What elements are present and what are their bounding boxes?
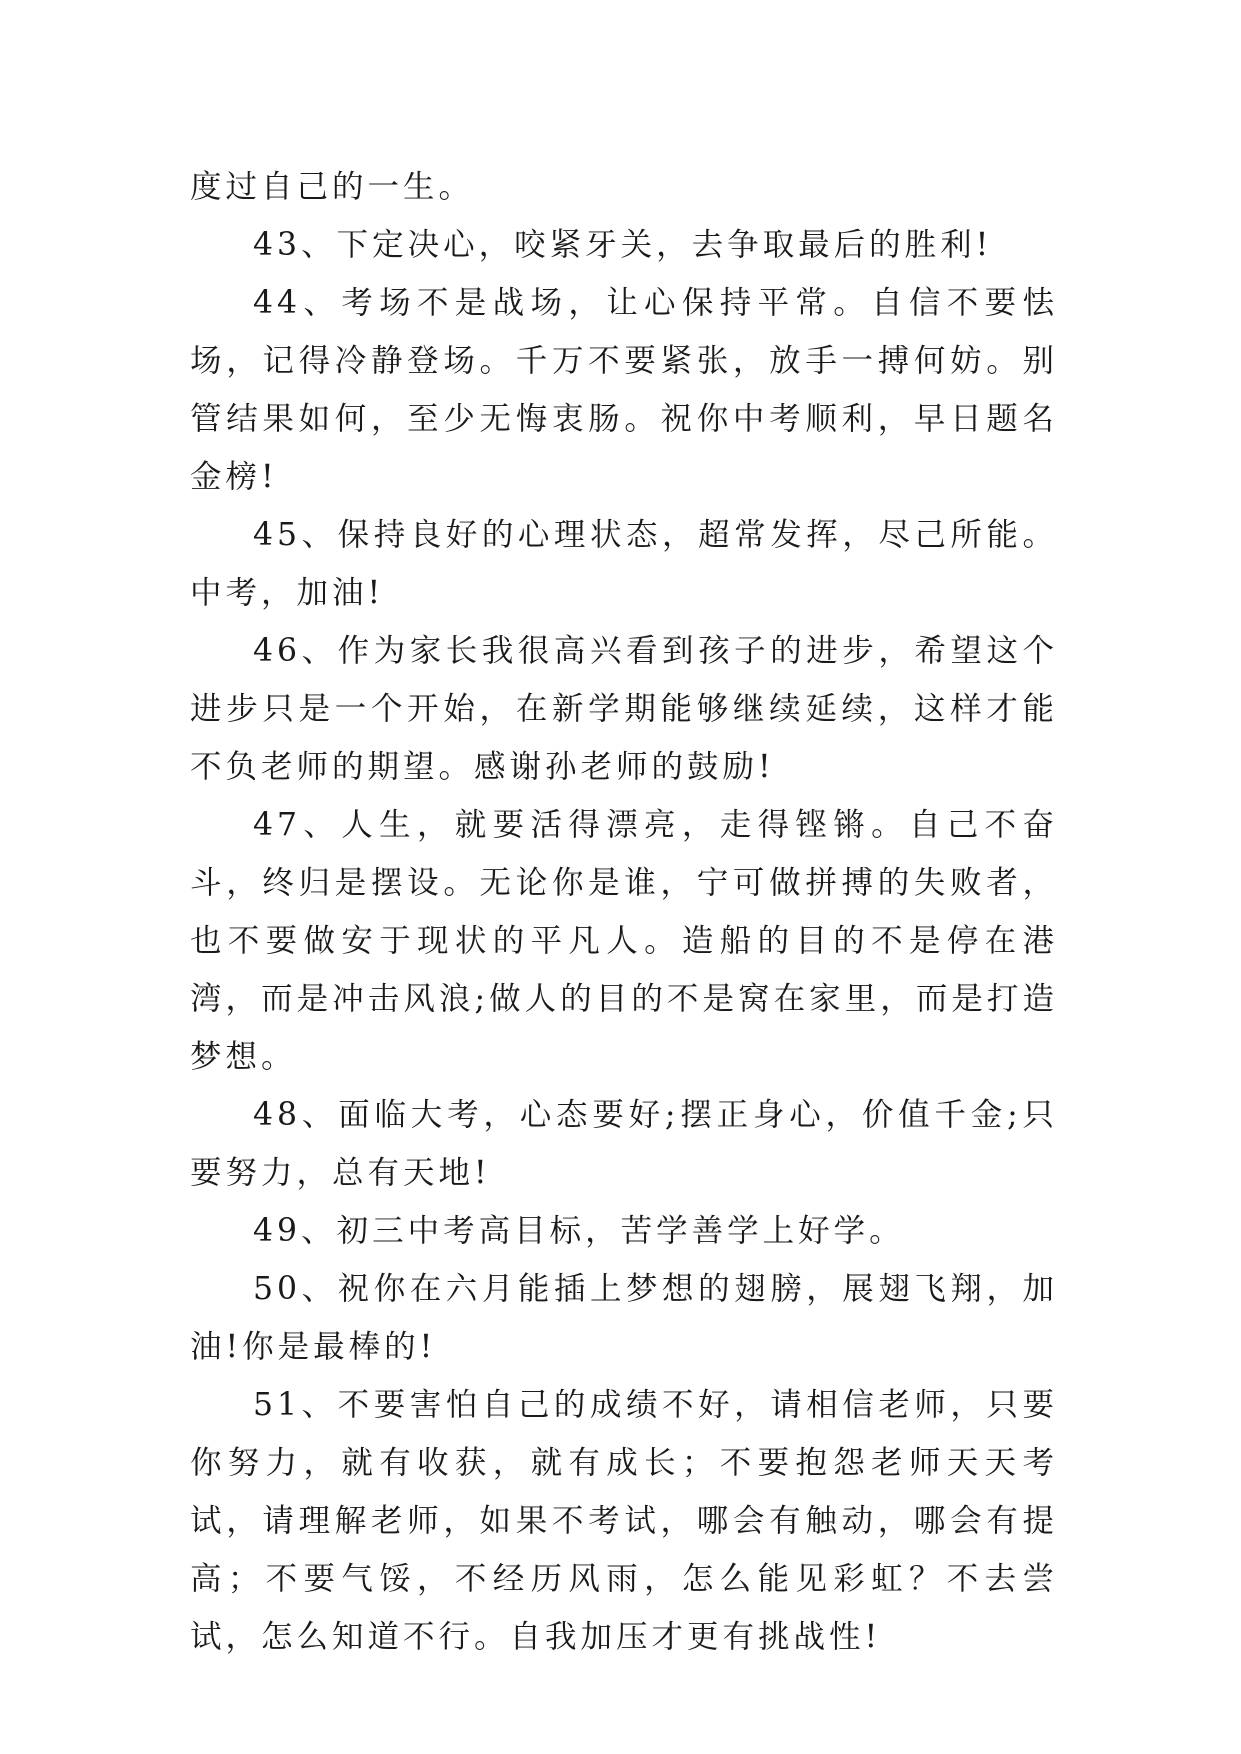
paragraph-50: 50、祝你在六月能插上梦想的翅膀，展翅飞翔，加油!你是最棒的! (190, 1271, 1058, 1365)
paragraph-46: 46、作为家长我很高兴看到孩子的进步，希望这个进步只是一个开始，在新学期能够继续延续，这样才能不负老师的期望。感谢孙老师的鼓励! (190, 633, 1058, 785)
paragraph-43: 43、下定决心，咬紧牙关，去争取最后的胜利! (253, 227, 993, 263)
paragraph-continuation: 度过自己的一生。 (190, 169, 475, 205)
document-body (190, 158, 1058, 1666)
paragraph-47: 47、人生，就要活得漂亮，走得铿锵。自己不奋斗，终归是摆设。无论你是谁，宁可做拼搏的失败者，也不要做安于现状的平凡人。造船的目的不是停在港湾，而是冲击风浪;做人的目的不是窝在家里，而是打造梦想。 (190, 807, 1058, 1075)
paragraph-48: 48、面临大考，心态要好;摆正身心，价值千金;只要努力，总有天地! (190, 1097, 1058, 1191)
paragraph-44: 44、考场不是战场，让心保持平常。自信不要怯场，记得冷静登场。千万不要紧张，放手一搏何妨。别管结果如何，至少无悔衷肠。祝你中考顺利，早日题名金榜! (190, 285, 1058, 495)
paragraph-45: 45、保持良好的心理状态，超常发挥，尽己所能。中考，加油! (190, 517, 1058, 611)
paragraph-49: 49、初三中考高目标，苦学善学上好学。 (253, 1213, 905, 1249)
paragraph-51: 51、不要害怕自己的成绩不好，请相信老师，只要你努力，就有收获，就有成长；不要抱怨老师天天考试，请理解老师，如果不考试，哪会有触动，哪会有提高；不要气馁，不经历风雨，怎么能见彩虹？不去尝试，怎么知道不行。自我加压才更有挑战性! (190, 1387, 1058, 1655)
